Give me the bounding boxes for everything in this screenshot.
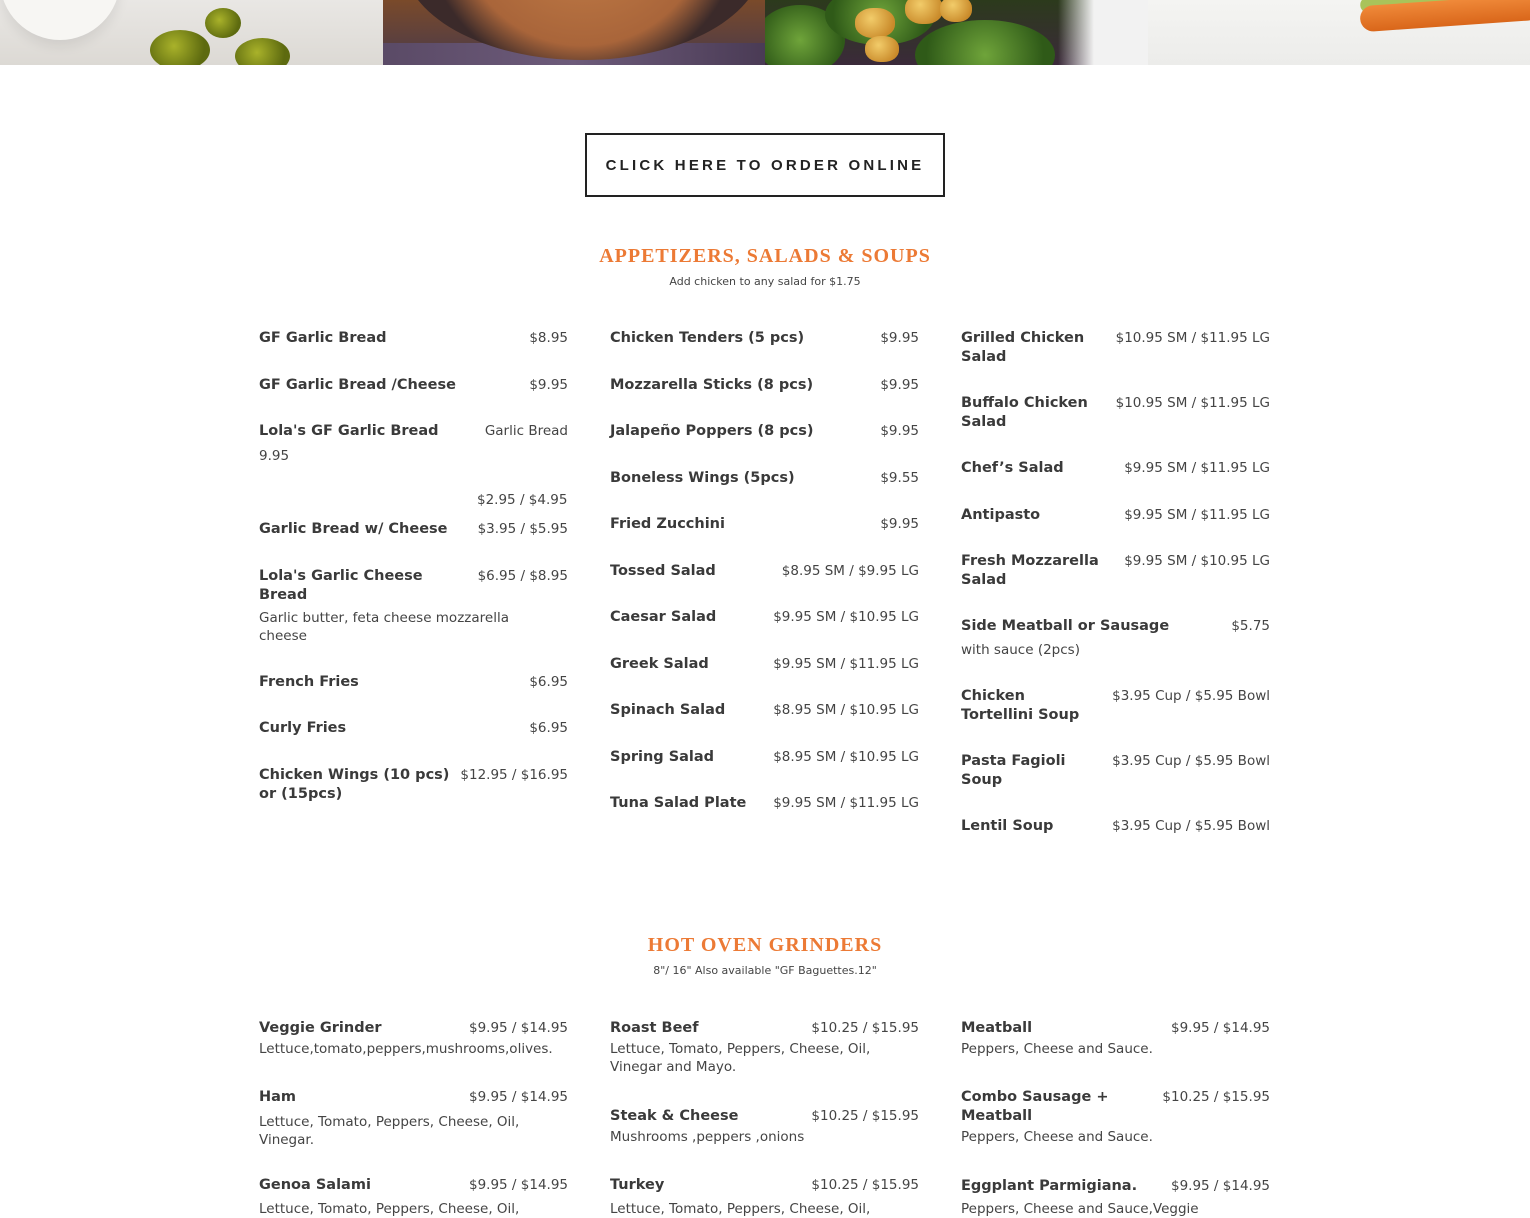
item-price: $6.95 / $8.95 — [478, 567, 568, 585]
item-name: Veggie Grinder — [259, 1019, 392, 1038]
item-description: Peppers, Cheese and Sauce. — [961, 1040, 1270, 1058]
menu-item — [259, 1088, 568, 1149]
item-name: Turkey — [610, 1176, 674, 1195]
menu-item — [610, 376, 919, 395]
item-price: $10.95 SM / $11.95 LG — [1116, 329, 1270, 347]
item-name: Curly Fries — [259, 719, 356, 738]
item-price: $9.95 — [880, 515, 919, 533]
item-price: $9.95 SM / $10.95 LG — [1124, 552, 1270, 570]
section-subtitle: Add chicken to any salad for $1.75 — [0, 275, 1530, 288]
item-name: Meatball — [961, 1019, 1042, 1038]
menu-item — [610, 794, 919, 813]
item-price: $8.95 SM / $9.95 LG — [782, 562, 919, 580]
item-price: $10.95 SM / $11.95 LG — [1116, 394, 1270, 412]
item-price: $8.95 SM / $10.95 LG — [773, 701, 919, 719]
item-price: $10.25 / $15.95 — [811, 1019, 919, 1037]
item-name: Side Meatball or Sausage — [961, 617, 1179, 636]
item-name: Fried Zucchini — [610, 515, 735, 534]
menu-item — [610, 329, 919, 348]
menu-item — [259, 422, 568, 465]
item-price: $2.95 / $4.95 — [477, 492, 567, 508]
item-price: $9.95 — [880, 422, 919, 440]
hero-image-strip — [0, 0, 1530, 65]
menu-item — [259, 567, 568, 645]
item-description: Peppers, Cheese and Sauce,Veggie — [961, 1200, 1270, 1218]
item-name: Lola's Garlic Cheese Bread — [259, 567, 449, 605]
photo-jalapenos-ramekin — [0, 0, 383, 65]
item-name: Greek Salad — [610, 655, 719, 674]
item-price: $6.95 — [529, 719, 568, 737]
item-name: Chicken Wings (10 pcs) or (15pcs) — [259, 766, 460, 804]
item-name: Steak & Cheese — [610, 1107, 748, 1126]
item-name: Antipasto — [961, 506, 1050, 525]
item-price: $8.95 — [529, 329, 568, 347]
item-price: $9.95 — [880, 329, 919, 347]
item-name: Buffalo Chicken Salad — [961, 394, 1111, 432]
item-name: Spinach Salad — [610, 701, 735, 720]
menu-item — [610, 608, 919, 627]
menu-item — [259, 673, 568, 692]
item-name: Tossed Salad — [610, 562, 726, 581]
menu-item — [610, 1176, 919, 1218]
item-price: $5.75 — [1231, 617, 1270, 635]
item-price: $8.95 SM / $10.95 LG — [773, 748, 919, 766]
item-price: $9.55 — [880, 469, 919, 487]
item-price: Garlic Bread — [485, 422, 568, 440]
item-price: $9.95 SM / $11.95 LG — [773, 655, 919, 673]
item-name: Chicken Tortellini Soup — [961, 687, 1101, 725]
menu-item — [961, 506, 1270, 525]
item-name: Chicken Tenders (5 pcs) — [610, 329, 814, 348]
menu-item — [961, 552, 1270, 590]
item-name: Combo Sausage + Meatball — [961, 1088, 1131, 1126]
item-description: Peppers, Cheese and Sauce. — [961, 1128, 1270, 1146]
item-description: Lettuce, Tomato, Peppers, Cheese, Oil, — [610, 1200, 919, 1218]
item-price: $3.95 Cup / $5.95 Bowl — [1112, 817, 1270, 835]
item-description: Lettuce, Tomato, Peppers, Cheese, Oil, Vinegar. — [259, 1113, 539, 1149]
item-name: Mozzarella Sticks (8 pcs) — [610, 376, 823, 395]
menu-item — [610, 1019, 919, 1076]
menu-item — [961, 1088, 1270, 1146]
menu-item — [961, 752, 1270, 790]
item-name: Tuna Salad Plate — [610, 794, 756, 813]
item-price: $9.95 — [529, 376, 568, 394]
item-name: Lola's GF Garlic Bread — [259, 422, 449, 441]
item-name: GF Garlic Bread — [259, 329, 396, 348]
menu-item — [610, 1107, 919, 1146]
item-price: $3.95 Cup / $5.95 Bowl — [1112, 752, 1270, 770]
item-name: Caesar Salad — [610, 608, 726, 627]
menu-item — [610, 515, 919, 534]
item-name: French Fries — [259, 673, 369, 692]
menu-item — [961, 1019, 1270, 1058]
menu-item — [259, 719, 568, 738]
photo-pizza — [383, 0, 766, 65]
item-price: $9.95 / $14.95 — [469, 1088, 568, 1106]
menu-item — [610, 469, 919, 488]
menu-item — [961, 617, 1270, 659]
item-name: Fresh Mozzarella Salad — [961, 552, 1111, 590]
item-name: Lentil Soup — [961, 817, 1063, 836]
menu-item — [610, 422, 919, 441]
item-price: $3.95 / $5.95 — [478, 520, 568, 538]
item-name: Chef’s Salad — [961, 459, 1074, 478]
item-name: Boneless Wings (5pcs) — [610, 469, 805, 488]
item-price: $9.95 SM / $10.95 LG — [773, 608, 919, 626]
item-price: $9.95 / $14.95 — [469, 1176, 568, 1194]
item-price: $9.95 SM / $11.95 LG — [773, 794, 919, 812]
photo-salad-croutons — [765, 0, 1148, 65]
item-price: $3.95 Cup / $5.95 Bowl — [1112, 687, 1270, 705]
item-price: $9.95 / $14.95 — [1171, 1177, 1270, 1195]
section-title: APPETIZERS, SALADS & SOUPS — [0, 245, 1530, 268]
menu-item — [259, 766, 568, 804]
menu-item — [961, 394, 1270, 432]
item-description: Lettuce,tomato,peppers,mushrooms,olives. — [259, 1040, 568, 1058]
item-name: Genoa Salami — [259, 1176, 381, 1195]
menu-item — [961, 817, 1270, 836]
item-price: $9.95 SM / $11.95 LG — [1124, 506, 1270, 524]
item-name: Grilled Chicken Salad — [961, 329, 1111, 367]
item-name: Spring Salad — [610, 748, 724, 767]
appetizers-heading — [0, 245, 1530, 288]
item-price: $10.25 / $15.95 — [811, 1107, 919, 1125]
item-price: $9.95 / $14.95 — [1171, 1019, 1270, 1037]
menu-item — [961, 687, 1270, 725]
item-name: Garlic Bread w/ Cheese — [259, 520, 458, 539]
menu-item — [610, 701, 919, 720]
item-description: Lettuce, Tomato, Peppers, Cheese, Oil, Vinegar and Mayo. — [610, 1040, 890, 1076]
item-description: Garlic butter, feta cheese mozzarella cheese — [259, 609, 529, 645]
item-price: $12.95 / $16.95 — [460, 766, 568, 784]
item-name: Ham — [259, 1088, 306, 1107]
item-description: with sauce (2pcs) — [961, 641, 1270, 659]
menu-item — [961, 329, 1270, 367]
item-description: Lettuce, Tomato, Peppers, Cheese, Oil, — [259, 1200, 568, 1218]
item-name: GF Garlic Bread /Cheese — [259, 376, 466, 395]
item-description: Mushrooms ,peppers ,onions — [610, 1128, 919, 1146]
item-name: Eggplant Parmigiana. — [961, 1177, 1147, 1196]
photo-veggie-dip — [1148, 0, 1530, 65]
menu-item — [259, 520, 568, 539]
item-price: $10.25 / $15.95 — [811, 1176, 919, 1194]
item-name: Jalapeño Poppers (8 pcs) — [610, 422, 824, 441]
item-name: Roast Beef — [610, 1019, 709, 1038]
menu-item — [259, 1019, 568, 1058]
order-online-button[interactable]: CLICK HERE TO ORDER ONLINE — [585, 133, 945, 197]
menu-item — [610, 655, 919, 674]
grinders-heading — [0, 934, 1530, 977]
menu-item — [259, 329, 568, 348]
section-subtitle: 8"/ 16" Also available "GF Baguettes.12" — [0, 964, 1530, 977]
item-name: Pasta Fagioli Soup — [961, 752, 1101, 790]
item-price: $6.95 — [529, 673, 568, 691]
section-title: HOT OVEN GRINDERS — [0, 934, 1530, 957]
menu-item — [259, 376, 568, 395]
item-description: 9.95 — [259, 447, 568, 465]
item-price: $9.95 — [880, 376, 919, 394]
item-price: $9.95 SM / $11.95 LG — [1124, 459, 1270, 477]
item-price: $9.95 / $14.95 — [469, 1019, 568, 1037]
item-price: $10.25 / $15.95 — [1162, 1088, 1270, 1106]
menu-item — [259, 1176, 568, 1218]
menu-item — [961, 1177, 1270, 1218]
menu-item — [610, 748, 919, 767]
menu-item — [610, 562, 919, 581]
menu-item — [961, 459, 1270, 478]
